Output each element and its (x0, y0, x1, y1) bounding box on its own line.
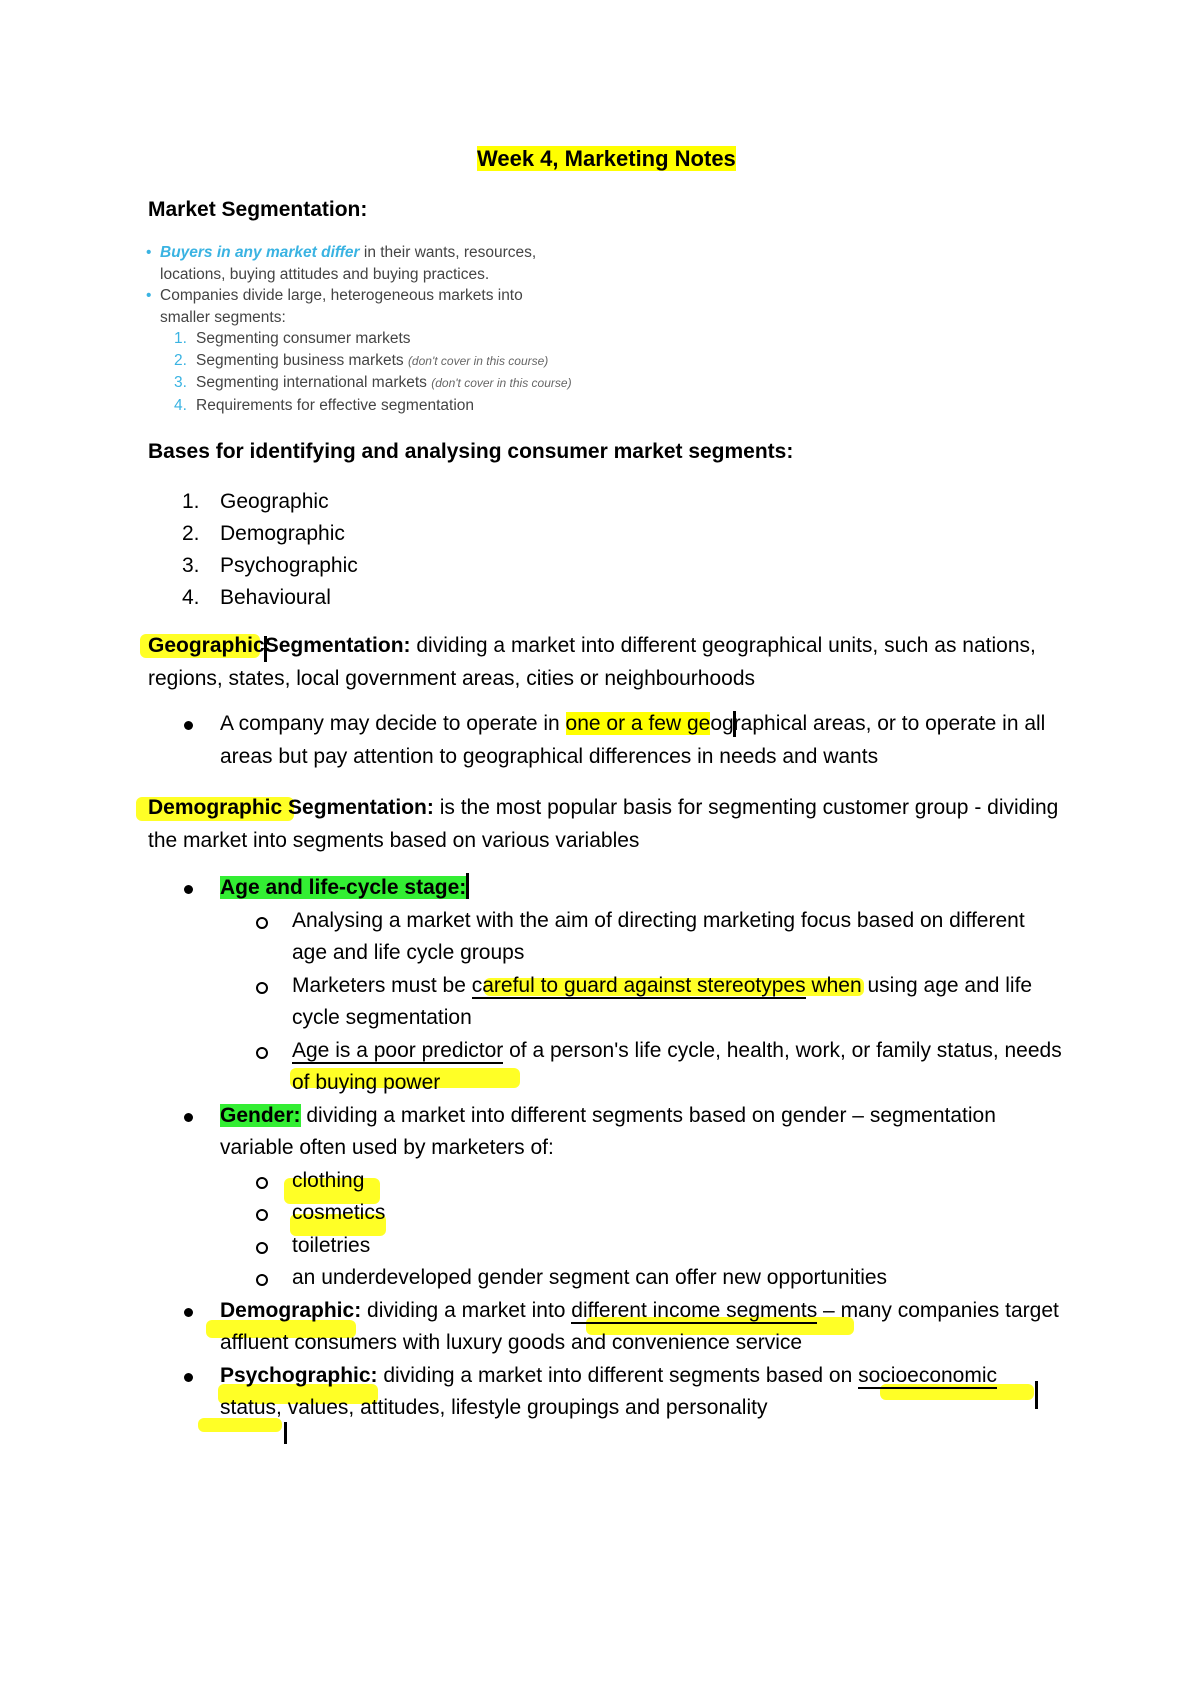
bases-list (182, 486, 358, 614)
sub-list-item: clothing (182, 1165, 1062, 1198)
slide-item: 1. Segmenting consumer markets (174, 330, 411, 347)
geographic-paragraph: GeographicSegmentation: dividing a market into different geographical units, such as nations, regions, states, local government areas, cities or neighbourhoods (148, 634, 1036, 690)
demographic-bullets (182, 872, 1062, 1425)
list-item: Psychographic: dividing a market into different segments based on socioeconomic status, values, attitudes, lifestyle groupings and personality (182, 1360, 1062, 1425)
list-item: 1. Geographic (182, 490, 329, 513)
text-cursor-mark (284, 1422, 287, 1444)
list-item: Demographic: dividing a market into different income segments – many companies target affluent consumers with luxury goods and convenience service (182, 1295, 1062, 1360)
demographic-paragraph: Demographic Segmentation: is the most popular basis for segmenting customer group - dividing the market into segments based on various variables (148, 796, 1059, 852)
list-item: 2. Demographic (182, 522, 345, 545)
slide-bullet: • Companies divide large, heterogeneous markets into (146, 287, 523, 304)
sub-list-item: cosmetics (182, 1197, 1062, 1230)
section-heading: Market Segmentation: (148, 198, 368, 221)
slide-text: locations, buying attitudes and buying practices. (160, 265, 490, 283)
geographic-bullets (182, 708, 1062, 773)
slide-item: 2. Segmenting business markets (don't cover in this course) (174, 351, 549, 369)
slide-excerpt (146, 242, 572, 416)
sub-list-item: Analysing a market with the aim of directing marketing focus based on different age and life cycle groups (182, 905, 1062, 970)
list-item: 4. Behavioural (182, 586, 331, 609)
slide-item: 4. Requirements for effective segmentation (174, 396, 475, 414)
sub-list-item: an underdeveloped gender segment can offer new opportunities (182, 1262, 1062, 1295)
slide-item: 3. Segmenting international markets (don't cover in this course) (174, 374, 572, 391)
list-item: 3. Psychographic (182, 554, 358, 577)
sub-list-item: Age is a poor predictor of a person's life cycle, health, work, or family status, needs of buying power (182, 1035, 1062, 1100)
list-item: Age and life-cycle stage: Analysing a market with the aim of directing marketing focus based on different age and life cycle groups Marketers must be careful to guard against stereotypes when using age and life cycle segmentation Age is a poor predictor of a person's life cycle, health, work, or family status, needs of buying power (182, 872, 1062, 1100)
section-heading: Bases for identifying and analysing consumer market segments: (148, 440, 794, 463)
page-title: Week 4, Marketing Notes (477, 146, 736, 171)
sub-list-item: Marketers must be careful to guard against stereotypes when using age and life cycle segmentation (182, 970, 1062, 1035)
slide-bullet: • Buyers in any market differ in their wants, resources, (146, 244, 537, 261)
sub-list-item: toiletries (182, 1230, 1062, 1263)
slide-text: smaller segments: (160, 308, 286, 326)
list-item: Gender: dividing a market into different segments based on gender – segmentation variable often used by marketers of: clothing cosmetics toiletries an underdeveloped gender segment can offer new opportunities (182, 1100, 1062, 1295)
list-item: A company may decide to operate in one or a few geographical areas, or to operate in all areas but pay attention to geographical differences in needs and wants (182, 708, 1062, 773)
